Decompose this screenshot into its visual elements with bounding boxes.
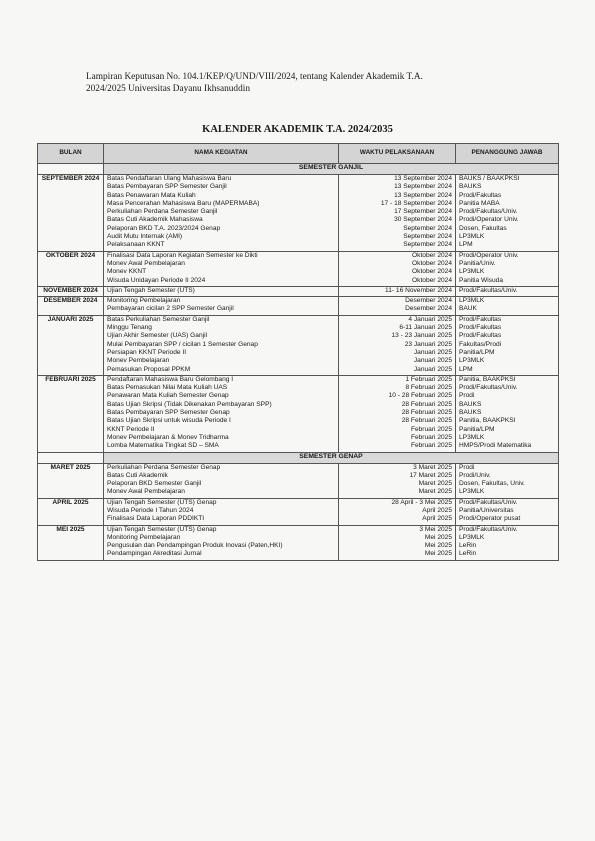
date-cell: 6-11 Januari 2025 <box>339 324 456 332</box>
table-row <box>38 216 559 224</box>
pic-cell: BAUKS <box>456 401 559 409</box>
pic-cell: Panitia/Universitas <box>456 507 559 515</box>
date-cell: 28 Februari 2025 <box>339 417 456 425</box>
date-cell: Maret 2025 <box>339 488 456 498</box>
activity-cell: Monev Pembelajaran <box>104 357 339 365</box>
semester-ganjil-spacer <box>38 164 104 175</box>
activity-cell: Pendaftaran Mahasiswa Baru Gelombang I <box>104 375 339 384</box>
activity-cell: Batas Pendaftaran Ulang Mahasiswa Baru <box>104 175 339 184</box>
table-row <box>38 297 559 306</box>
date-cell: September 2024 <box>339 233 456 241</box>
activity-cell: Audit Mutu Internak (AMI) <box>104 233 339 241</box>
semester-genap-spacer <box>38 452 104 463</box>
activity-cell: Batas Penawaran Mata Kuliah <box>104 192 339 200</box>
date-cell: Februari 2025 <box>339 434 456 442</box>
table-row <box>38 426 559 434</box>
date-cell: 13 September 2024 <box>339 192 456 200</box>
pic-cell: Prodi/Fakultas <box>456 324 559 332</box>
pic-cell: LeRin <box>456 550 559 560</box>
activity-cell: Finalisasi Data Laporan Kegiatan Semester ke Dikti <box>104 251 339 260</box>
activity-cell: KKNT Periode II <box>104 426 339 434</box>
table-row <box>38 498 559 507</box>
date-cell: 10 - 28 Februari 2025 <box>339 392 456 400</box>
date-cell: 23 Januari 2025 <box>339 341 456 349</box>
date-cell: 13 September 2024 <box>339 183 456 191</box>
activity-cell: Ujian Tengah Semester (UTS) Genap <box>104 525 339 534</box>
date-cell: Januari 2025 <box>339 349 456 357</box>
table-row <box>38 200 559 208</box>
table-row <box>38 472 559 480</box>
intro-line-2: 2024/2025 Universitas Dayanu Ikhsanuddin <box>86 84 250 94</box>
date-cell: Oktober 2024 <box>339 277 456 287</box>
month-cell: JANUARI 2025 <box>38 315 104 375</box>
pic-cell: LP3MLK <box>456 297 559 306</box>
table-row <box>38 515 559 525</box>
pic-cell: Prodi <box>456 392 559 400</box>
table-row <box>38 525 559 534</box>
pic-cell: Panitia/LPM <box>456 426 559 434</box>
table-row <box>38 241 559 251</box>
activity-cell: Finalisasi Data Laporan PDDIKTI <box>104 515 339 525</box>
table-row <box>38 286 559 296</box>
pic-cell: Prodi/Univ. <box>456 472 559 480</box>
activity-cell: Batas Ujian Skripsi untuk wisuda Periode I <box>104 417 339 425</box>
pic-cell: LP3MLK <box>456 357 559 365</box>
table-row <box>38 417 559 425</box>
date-cell: 30 September 2024 <box>339 216 456 224</box>
activity-cell: Masa Pencerahan Mahasiswa Baru (MAPERMABA) <box>104 200 339 208</box>
table-row <box>38 175 559 184</box>
activity-cell: Minggu Tenang <box>104 324 339 332</box>
table-row <box>38 315 559 324</box>
pic-cell: LPM <box>456 366 559 376</box>
month-cell: FEBRUARI 2025 <box>38 375 104 452</box>
activity-cell: Pelaporan BKD Semester Ganjil <box>104 480 339 488</box>
date-cell: 17 September 2024 <box>339 208 456 216</box>
table-row <box>38 550 559 560</box>
date-cell: Januari 2025 <box>339 366 456 376</box>
table-row <box>38 357 559 365</box>
activity-cell: Ujian Tengah Semester (UTS) Genap <box>104 498 339 507</box>
pic-cell: Prodi/Fakultas/Univ. <box>456 286 559 296</box>
pic-cell: Prodi/Fakultas <box>456 192 559 200</box>
activity-cell: Pelaporan BKD T.A. 2023/2024 Genap <box>104 225 339 233</box>
date-cell: September 2024 <box>339 241 456 251</box>
pic-cell: Prodi/Fakultas/Univ. <box>456 525 559 534</box>
activity-cell: Monitoring Pembelajaran <box>104 297 339 306</box>
month-cell: APRIL 2025 <box>38 498 104 525</box>
month-cell: OKTOBER 2024 <box>38 251 104 286</box>
activity-cell: Persiapan KKNT Periode II <box>104 349 339 357</box>
intro-line-1: Lampiran Keputusan No. 104.1/KEP/Q/UND/VIII/2024, tentang Kalender Akademik T.A. <box>86 72 423 82</box>
table-row <box>38 442 559 452</box>
pic-cell: BAUKS / BAAKPKSI <box>456 175 559 184</box>
month-cell: SEPTEMBER 2024 <box>38 175 104 252</box>
date-cell: 13 September 2024 <box>339 175 456 184</box>
pic-cell: Prodi/Operator Univ. <box>456 216 559 224</box>
activity-cell: Monitoring Pembelajaran <box>104 534 339 542</box>
table-row <box>38 341 559 349</box>
date-cell: Februari 2025 <box>339 426 456 434</box>
date-cell: 8 Februari 2025 <box>339 384 456 392</box>
date-cell: April 2025 <box>339 515 456 525</box>
activity-cell: Penawaran Mata Kuliah Semester Genap <box>104 392 339 400</box>
activity-cell: Monev Awal Pembelajaran <box>104 260 339 268</box>
pic-cell: Dosen, Fakultas, Univ. <box>456 480 559 488</box>
table-row <box>38 324 559 332</box>
activity-cell: Monev Pembelajaran & Monev Tridharma <box>104 434 339 442</box>
date-cell: 17 - 18 September 2024 <box>339 200 456 208</box>
pic-cell: Prodi <box>456 463 559 472</box>
pic-cell: Dosen, Fakultas <box>456 225 559 233</box>
pic-cell: HMPS/Prodi Matematika <box>456 442 559 452</box>
activity-cell: Batas Pembayaran SPP Semester Ganjil <box>104 183 339 191</box>
table-row <box>38 542 559 550</box>
date-cell: Februari 2025 <box>339 442 456 452</box>
pic-cell: Prodi/Fakultas <box>456 315 559 324</box>
table-row <box>38 332 559 340</box>
pic-cell: LP3MLK <box>456 268 559 276</box>
semester-ganjil-label: SEMESTER GANJIL <box>104 164 559 175</box>
table-body <box>38 164 559 561</box>
activity-cell: Batas Perkuliahan Semester Ganjil <box>104 315 339 324</box>
date-cell: 17 Maret 2025 <box>339 472 456 480</box>
header-bulan: BULAN <box>38 144 104 164</box>
calendar-table <box>37 143 559 561</box>
table-row <box>38 183 559 191</box>
activity-cell: Pembayaran cicilan 2 SPP Semester Ganjil <box>104 305 339 315</box>
table-row <box>38 192 559 200</box>
activity-cell: Perkuliahan Perdana Semester Genap <box>104 463 339 472</box>
date-cell: Januari 2025 <box>339 357 456 365</box>
date-cell: 1 Februari 2025 <box>339 375 456 384</box>
pic-cell: Prodi/Fakultas/Univ. <box>456 498 559 507</box>
header-nama-kegiatan: NAMA KEGIATAN <box>104 144 339 164</box>
activity-cell: Lomba Matematika Tingkat SD – SMA <box>104 442 339 452</box>
month-cell: MARET 2025 <box>38 463 104 498</box>
date-cell: April 2025 <box>339 507 456 515</box>
date-cell: Mei 2025 <box>339 542 456 550</box>
pic-cell: Panitia, BAAKPKSI <box>456 417 559 425</box>
date-cell: September 2024 <box>339 225 456 233</box>
pic-cell: BAUKS <box>456 409 559 417</box>
table-row <box>38 305 559 315</box>
table-row <box>38 507 559 515</box>
pic-cell: Panitia/LPM <box>456 349 559 357</box>
pic-cell: LPM <box>456 241 559 251</box>
table-row <box>38 488 559 498</box>
date-cell: 11- 16 November 2024 <box>339 286 456 296</box>
table-row <box>38 463 559 472</box>
table-row <box>38 375 559 384</box>
date-cell: 4 Januari 2025 <box>339 315 456 324</box>
pic-cell: Prodi/Fakultas <box>456 332 559 340</box>
table-row <box>38 277 559 287</box>
page-title: KALENDER AKADEMIK T.A. 2024/2035 <box>202 124 393 135</box>
activity-cell: Perkuliahan Perdana Semester Ganjil <box>104 208 339 216</box>
activity-cell: Batas Pembayaran SPP Semester Genap <box>104 409 339 417</box>
pic-cell: LP3MLK <box>456 488 559 498</box>
pic-cell: BAUK <box>456 305 559 315</box>
activity-cell: Pemasukan Proposal PPKM <box>104 366 339 376</box>
table-row <box>38 268 559 276</box>
pic-cell: LP3MLK <box>456 434 559 442</box>
activity-cell: Pendampingan Akreditasi Jurnal <box>104 550 339 560</box>
activity-cell: Monev Awal Pembelajaran <box>104 488 339 498</box>
activity-cell: Pengusulan dan Pendampingan Produk Inovasi (Paten,HKI) <box>104 542 339 550</box>
pic-cell: LP3MLK <box>456 534 559 542</box>
table-row <box>38 233 559 241</box>
date-cell: Desember 2024 <box>339 305 456 315</box>
pic-cell: Panitia MABA <box>456 200 559 208</box>
date-cell: 3 Maret 2025 <box>339 463 456 472</box>
semester-ganjil-row <box>38 164 559 175</box>
intro-text <box>86 71 526 95</box>
activity-cell: Mulai Pembayaran SPP / cicilan 1 Semester Genap <box>104 341 339 349</box>
pic-cell: Panitia Wisuda <box>456 277 559 287</box>
header-waktu-pelaksanaan: WAKTU PELAKSANAAN <box>339 144 456 164</box>
table-row <box>38 434 559 442</box>
pic-cell: Panitia, BAAKPKSI <box>456 375 559 384</box>
table-row <box>38 392 559 400</box>
table-row <box>38 208 559 216</box>
activity-cell: Batas Pemasukan Nilai Mata Kuliah UAS <box>104 384 339 392</box>
activity-cell: Ujian Tengah Semester (UTS) <box>104 286 339 296</box>
table-row <box>38 480 559 488</box>
month-cell: MEI 2025 <box>38 525 104 560</box>
date-cell: 13 - 23 Januari 2025 <box>339 332 456 340</box>
table-row <box>38 534 559 542</box>
table-header-row <box>38 144 559 164</box>
table-row <box>38 384 559 392</box>
date-cell: 28 Februari 2025 <box>339 401 456 409</box>
pic-cell: LP3MLK <box>456 233 559 241</box>
activity-cell: Monev KKNT <box>104 268 339 276</box>
activity-cell: Wisuda Periode I Tahun 2024 <box>104 507 339 515</box>
activity-cell: Batas Cuti Akademik Mahasiswa <box>104 216 339 224</box>
activity-cell: Batas Ujian Skripsi (Tidak Dikenakan Pembayaran SPP) <box>104 401 339 409</box>
table-row <box>38 409 559 417</box>
date-cell: Maret 2025 <box>339 480 456 488</box>
semester-genap-label: SEMESTER GENAP <box>104 452 559 463</box>
activity-cell: Ujian Akhir Semester (UAS) Ganjil <box>104 332 339 340</box>
pic-cell: BAUKS <box>456 183 559 191</box>
date-cell: Oktober 2024 <box>339 268 456 276</box>
pic-cell: Fakultas/Prodi <box>456 341 559 349</box>
activity-cell: Wisuda Unidayan Periode II 2024 <box>104 277 339 287</box>
table-row <box>38 366 559 376</box>
date-cell: 28 Februari 2025 <box>339 409 456 417</box>
month-cell: DESEMBER 2024 <box>38 297 104 316</box>
date-cell: Oktober 2024 <box>339 260 456 268</box>
pic-cell: LeRin <box>456 542 559 550</box>
month-cell: NOVEMBER 2024 <box>38 286 104 296</box>
date-cell: 28 April - 3 Mei 2025 <box>339 498 456 507</box>
date-cell: Mei 2025 <box>339 534 456 542</box>
activity-cell: Batas Cuti Akademik <box>104 472 339 480</box>
pic-cell: Prodi/Fakultas/Univ. <box>456 384 559 392</box>
activity-cell: Pelaksanaan KKNT <box>104 241 339 251</box>
table-row <box>38 260 559 268</box>
pic-cell: Prodi/Operator Univ. <box>456 251 559 260</box>
table-row <box>38 349 559 357</box>
date-cell: 3 Mei 2025 <box>339 525 456 534</box>
date-cell: Desember 2024 <box>339 297 456 306</box>
pic-cell: Panitia/Univ. <box>456 260 559 268</box>
semester-genap-row <box>38 452 559 463</box>
table-row <box>38 251 559 260</box>
header-penanggung-jawab: PENANGGUNG JAWAB <box>456 144 559 164</box>
pic-cell: Prodi/Fakultas/Univ. <box>456 208 559 216</box>
table-row <box>38 225 559 233</box>
pic-cell: Prodi/Operator pusat <box>456 515 559 525</box>
table-row <box>38 401 559 409</box>
date-cell: Oktober 2024 <box>339 251 456 260</box>
date-cell: Mei 2025 <box>339 550 456 560</box>
